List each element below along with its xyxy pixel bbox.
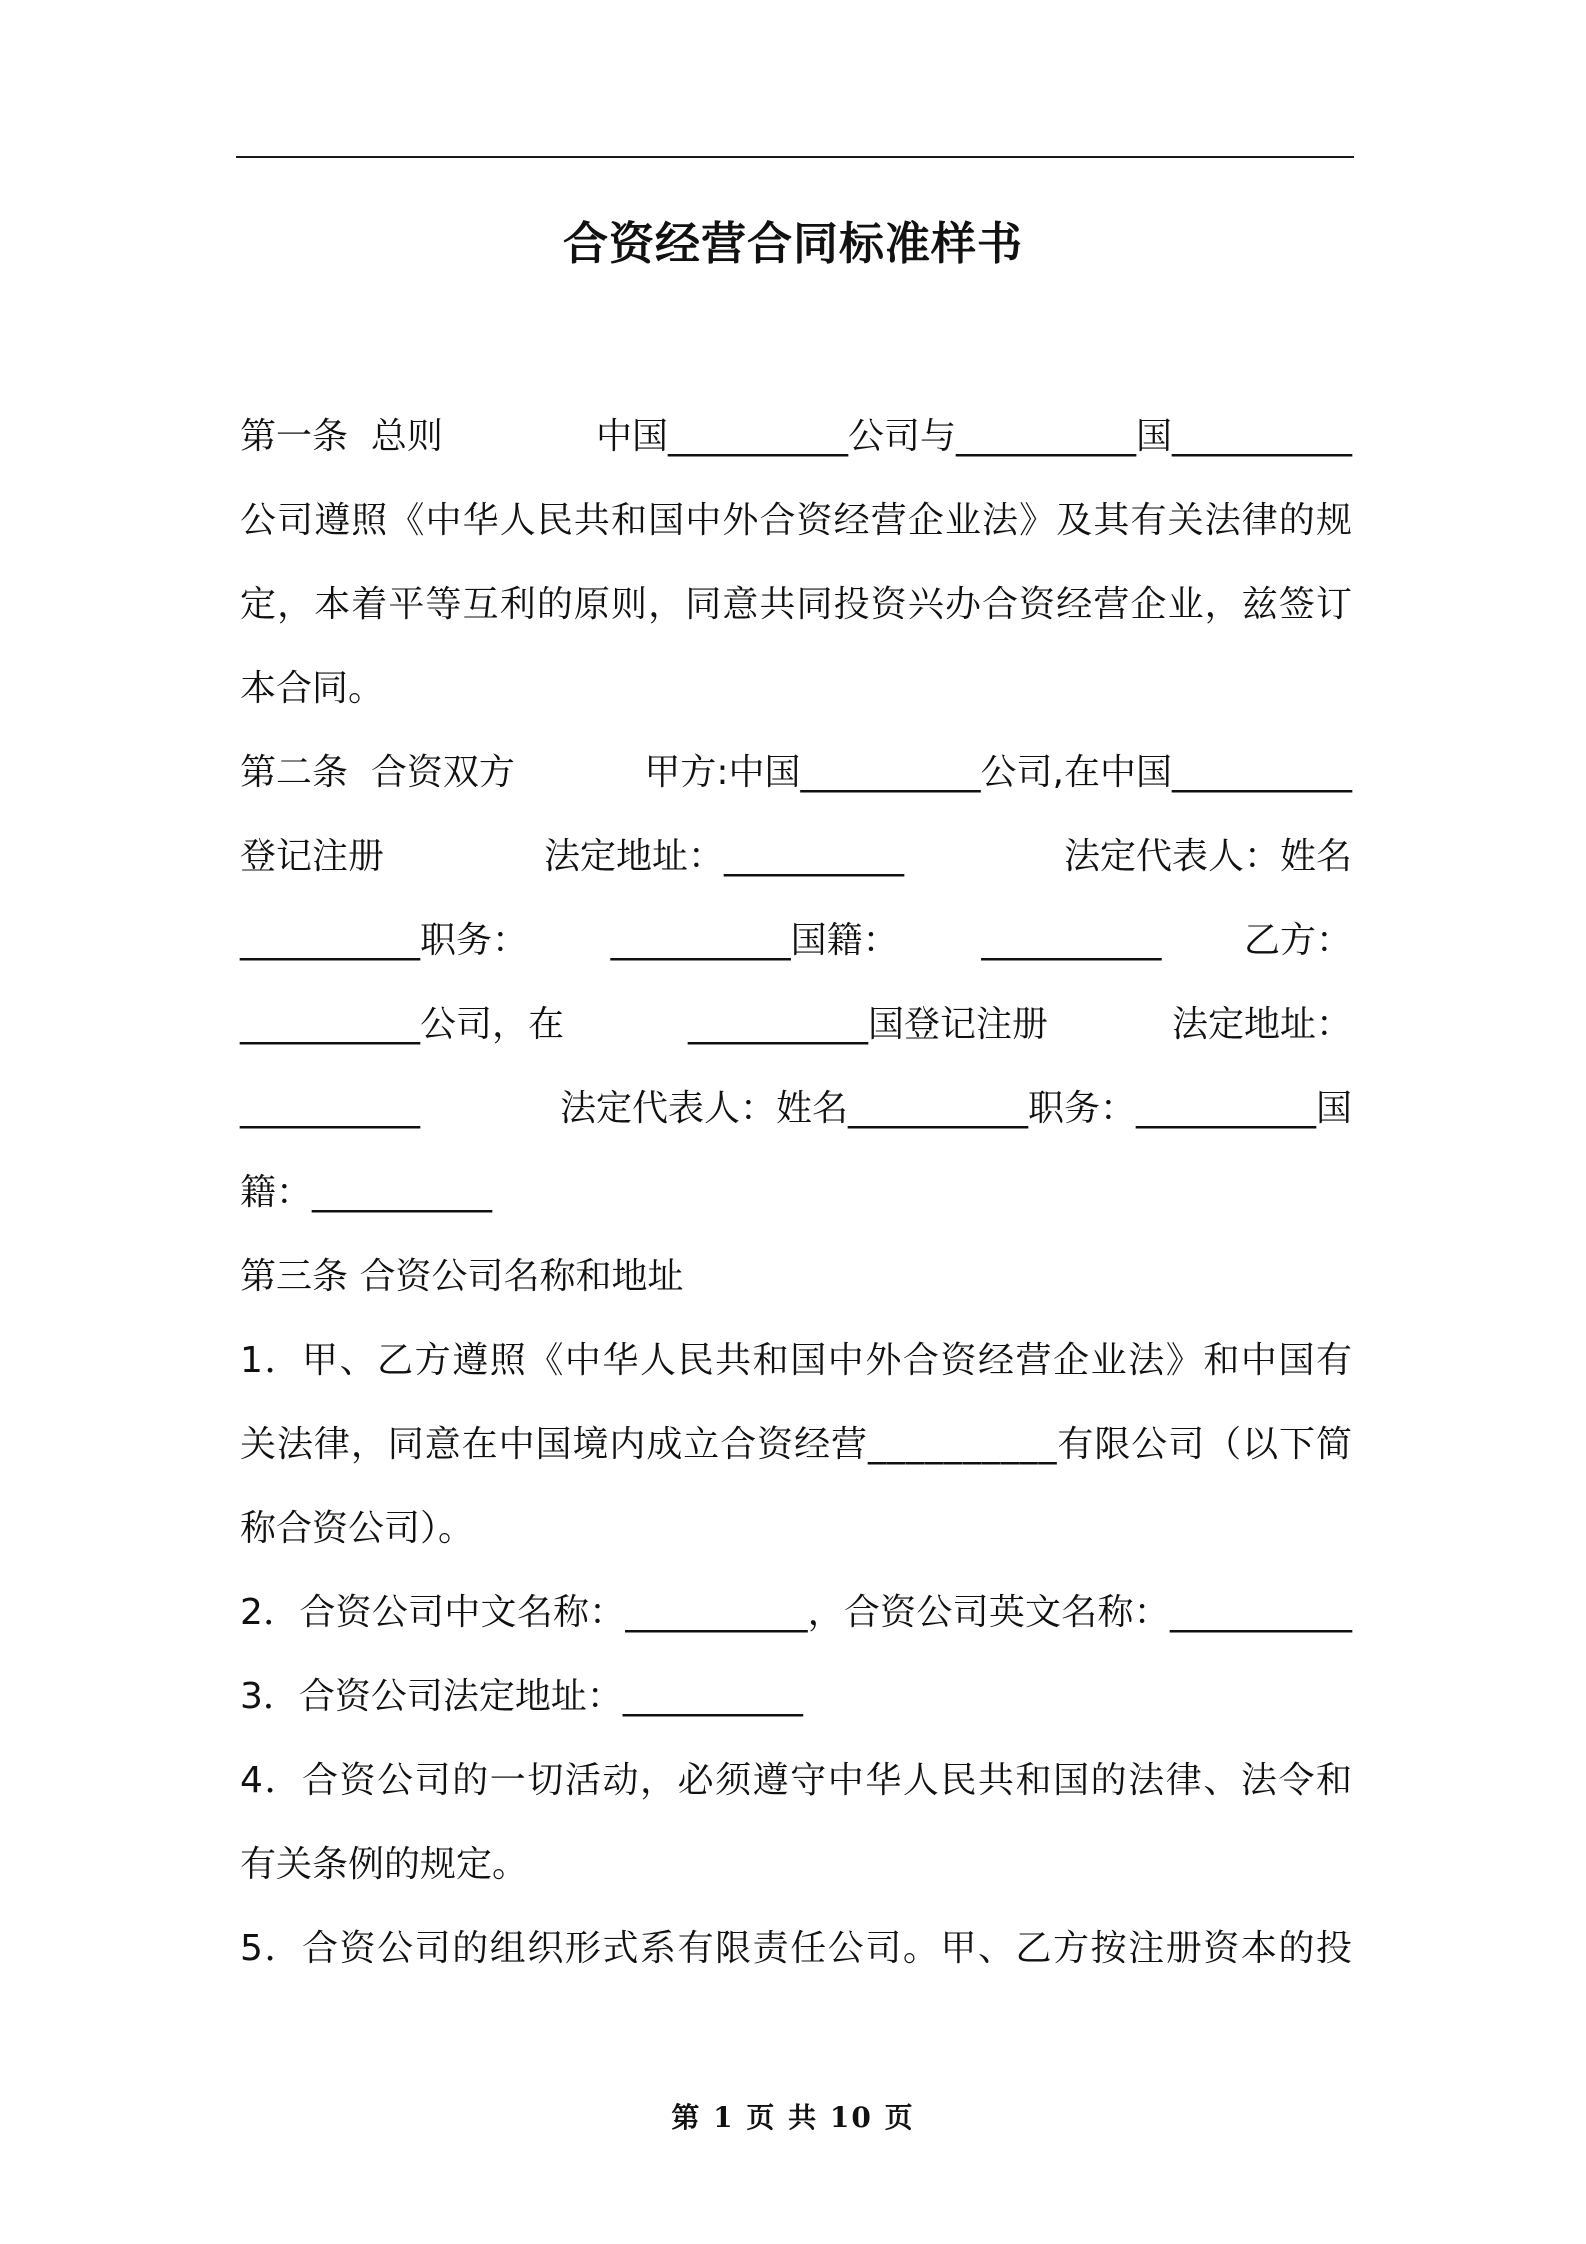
body-line bbox=[240, 494, 1352, 578]
body-line bbox=[240, 1082, 1352, 1166]
line-segment: 4．合资公司的一切活动，必须遵守中华人民共和国的法律、法令和 bbox=[240, 1760, 1354, 1801]
body-line bbox=[240, 1670, 1352, 1754]
body-line bbox=[240, 1754, 1352, 1838]
body-line bbox=[240, 1922, 1352, 2006]
line-segment: 1．甲、乙方遵照《中华人民共和国中外合资经营企业法》和中国有 bbox=[240, 1340, 1354, 1381]
line-segment: 法定地址：__________ bbox=[543, 836, 904, 877]
line-segment: __________职务： bbox=[240, 920, 529, 961]
line-segment: 5．合资公司的组织形式系有限责任公司。甲、乙方按注册资本的投 bbox=[240, 1928, 1354, 1969]
body-line bbox=[240, 1334, 1352, 1418]
line-segment: 称合资公司）。 bbox=[240, 1508, 475, 1549]
line-segment: __________公司，在 bbox=[240, 1004, 565, 1045]
line-segment: 第三条 合资公司名称和地址 bbox=[240, 1256, 684, 1297]
line-segment: 法定地址： bbox=[1171, 1004, 1352, 1045]
line-segment: 籍：__________ bbox=[240, 1172, 493, 1213]
body-line bbox=[240, 830, 1352, 914]
body-line bbox=[240, 1166, 1352, 1250]
line-segment: 乙方： bbox=[1243, 920, 1352, 961]
line-segment: __________国籍： bbox=[610, 920, 899, 961]
contract-body bbox=[240, 410, 1352, 2006]
body-line bbox=[240, 746, 1352, 830]
line-segment: __________ bbox=[240, 1088, 420, 1129]
line-segment: 甲方:中国__________公司,在中国__________ bbox=[644, 752, 1352, 793]
line-segment: 2．合资公司中文名称：__________，合资公司英文名称：__________ bbox=[240, 1592, 1353, 1633]
line-segment: 登记注册 bbox=[240, 836, 385, 877]
body-line bbox=[240, 998, 1352, 1082]
line-segment: 本合同。 bbox=[240, 668, 385, 709]
body-line bbox=[240, 914, 1352, 998]
body-line bbox=[240, 410, 1352, 494]
line-segment: 中国__________公司与__________国__________ bbox=[595, 416, 1352, 457]
body-line bbox=[240, 578, 1352, 662]
line-segment: 关法律，同意在中国境内成立合资经营__________有限公司（以下简 bbox=[240, 1424, 1353, 1465]
body-line bbox=[240, 1250, 1352, 1334]
body-line bbox=[240, 1418, 1352, 1502]
body-line bbox=[240, 1586, 1352, 1670]
document-title: 合资经营合同标准样书 bbox=[562, 217, 1023, 270]
line-segment: 第二条 合资双方 bbox=[240, 752, 515, 793]
line-segment: 公司遵照《中华人民共和国中外合资经营企业法》及其有关法律的规 bbox=[240, 500, 1354, 541]
body-line bbox=[240, 662, 1352, 746]
body-line bbox=[240, 1502, 1352, 1586]
page-number: 第 1 页 共 10 页 bbox=[671, 2101, 915, 2134]
line-segment: __________ bbox=[981, 920, 1162, 961]
line-segment: 第一条 总则 bbox=[240, 416, 443, 457]
line-segment: 法定代表人：姓名__________职务：__________国 bbox=[559, 1088, 1352, 1129]
line-segment: 3．合资公司法定地址：__________ bbox=[240, 1676, 803, 1717]
line-segment: 定，本着平等互利的原则，同意共同投资兴办合资经营企业，兹签订 bbox=[240, 584, 1354, 625]
line-segment: __________国登记注册 bbox=[687, 1004, 1048, 1045]
header-rule bbox=[236, 156, 1354, 158]
body-line bbox=[240, 1838, 1352, 1922]
line-segment: 法定代表人：姓名 bbox=[1063, 836, 1352, 877]
line-segment: 有关条例的规定。 bbox=[240, 1844, 529, 1885]
